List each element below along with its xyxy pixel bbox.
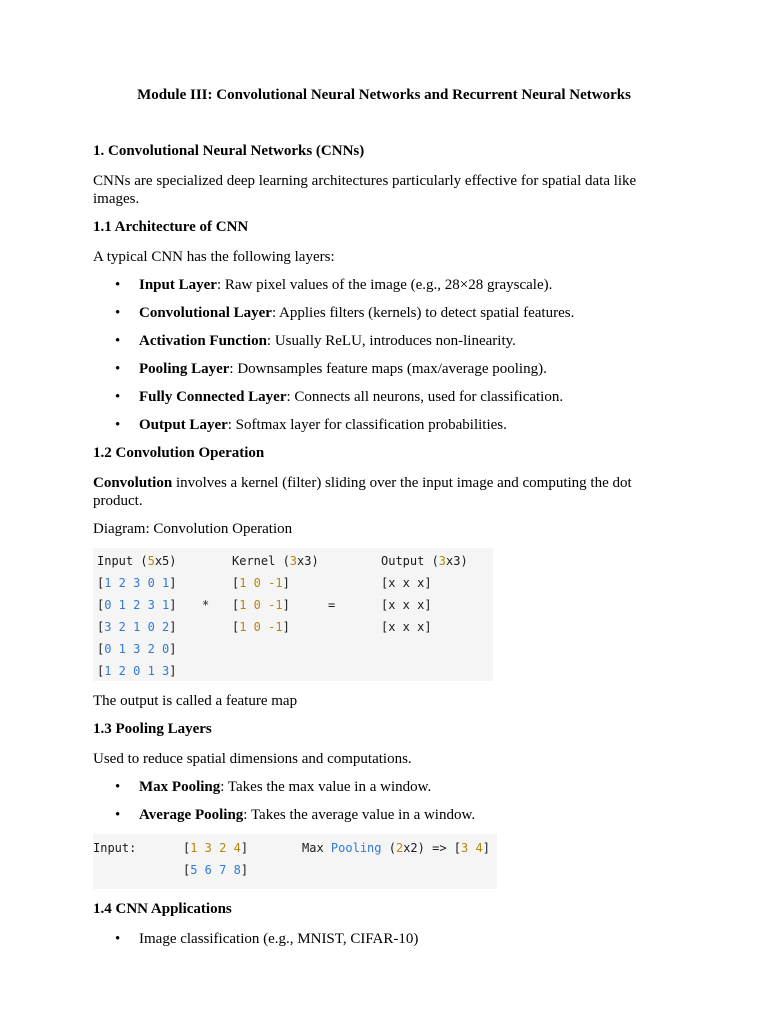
section-heading-convolution: 1.2 Convolution Operation (93, 445, 265, 461)
code-text: x2) => [ (403, 841, 461, 855)
list-item-term: Fully Connected Layer (139, 389, 287, 405)
list-item-desc: : Connects all neurons, used for classification. (286, 389, 564, 405)
list-item-term: Activation Function (139, 333, 267, 349)
input-row: [3 2 1 0 2] (97, 620, 177, 634)
pooling-input-row: [5 6 7 8] (183, 863, 249, 877)
output-row: [x x x] (381, 620, 432, 634)
kernel-row: [1 0 -1] (232, 620, 290, 634)
list-item (93, 360, 673, 379)
list-item-desc: : Takes the average value in a window. (243, 807, 476, 823)
input-values: 0 1 2 3 1 (104, 598, 170, 612)
code-number: 3 (289, 554, 298, 568)
list-item-term: Output Layer (139, 417, 228, 433)
convolution-text (93, 474, 673, 510)
pooling-input-row: [1 3 2 4] (183, 841, 249, 855)
pooling-list (93, 778, 673, 825)
applications-list (93, 930, 673, 949)
code-number: 3 (438, 554, 447, 568)
input-values: 3 2 1 0 2 (104, 620, 170, 634)
code-text: x3) (297, 554, 319, 568)
section-heading-applications: 1.4 CNN Applications (93, 901, 232, 917)
code-text: Max (302, 841, 324, 855)
list-item-desc: : Raw pixel values of the image (e.g., 28×28 grayscale). (216, 277, 553, 293)
pooling-result (302, 841, 490, 855)
convolution-code-block (93, 548, 493, 681)
section-heading-architecture: 1.1 Architecture of CNN (93, 219, 249, 235)
page-title: Module III: Convolutional Neural Networks and Recurrent Neural Networks (137, 87, 631, 103)
code-number: 5 (147, 554, 155, 568)
output-header (381, 554, 468, 568)
convolution-term: Convolution (93, 475, 173, 491)
input-values: 1 2 0 1 3 (104, 664, 170, 678)
code-text: Kernel ( (232, 554, 290, 568)
list-item-term: Average Pooling (139, 807, 244, 823)
kernel-values: 1 0 -1 (239, 598, 283, 612)
code-text: x5) (154, 554, 177, 568)
input-values: 1 2 3 0 1 (104, 576, 170, 590)
list-item-desc: : Applies filters (kernels) to detect spatial features. (271, 305, 575, 321)
input-row: [0 1 2 3 1] (97, 598, 177, 612)
output-row: [x x x] (381, 576, 432, 590)
pooling-values: 1 3 2 4 (190, 841, 241, 855)
pooling-input-label: Input: (93, 841, 137, 855)
list-item-desc: : Downsamples feature maps (max/average pooling). (229, 361, 547, 377)
list-item (93, 332, 673, 351)
pooling-code-block (93, 834, 497, 889)
diagram-caption: Diagram: Convolution Operation (93, 521, 293, 537)
list-item (93, 416, 673, 435)
code-number: 2 (395, 841, 404, 855)
list-item-term: Convolutional Layer (139, 305, 272, 321)
section-heading-cnn: 1. Convolutional Neural Networks (CNNs) (93, 143, 365, 159)
list-item (93, 388, 673, 407)
list-item-term: Input Layer (139, 277, 217, 293)
architecture-intro: A typical CNN has the following layers: (93, 249, 335, 265)
list-item-desc: : Usually ReLU, introduces non-linearity. (266, 333, 516, 349)
list-item-term: Max Pooling (139, 779, 221, 795)
input-row: [1 2 3 0 1] (97, 576, 177, 590)
list-item: • Image classification (e.g., MNIST, CIFAR-10) (93, 930, 673, 949)
kernel-header (232, 554, 319, 568)
kernel-row: [1 0 -1] (232, 598, 290, 612)
pooling-values: 5 6 7 8 (190, 863, 241, 877)
convolution-operator: * (202, 598, 210, 612)
list-item-desc: : Softmax layer for classification probabilities. (227, 417, 507, 433)
list-item (93, 304, 673, 323)
code-keyword: Pooling (330, 841, 382, 855)
pooling-intro: Used to reduce spatial dimensions and computations. (93, 751, 412, 767)
pooling-output-values: 3 4 (461, 841, 483, 855)
output-row: [x x x] (381, 598, 432, 612)
list-item (93, 806, 673, 825)
kernel-values: 1 0 -1 (239, 620, 283, 634)
input-values: 0 1 3 2 0 (104, 642, 170, 656)
code-text: ( (388, 841, 396, 855)
equals-operator: = (328, 598, 336, 612)
architecture-list (93, 276, 673, 435)
feature-map-note: The output is called a feature map (93, 693, 298, 709)
code-text: Input ( (97, 554, 148, 568)
document-body (93, 142, 673, 958)
input-header (97, 554, 177, 568)
list-item (93, 778, 673, 797)
code-text: ] (482, 841, 490, 855)
list-item-term: Pooling Layer (139, 361, 230, 377)
kernel-values: 1 0 -1 (239, 576, 283, 590)
code-text: Output ( (381, 554, 439, 568)
list-item-desc: : Takes the max value in a window. (220, 779, 432, 795)
code-text: x3) (446, 554, 468, 568)
list-item (93, 276, 673, 295)
input-row: [0 1 3 2 0] (97, 642, 177, 656)
input-row: [1 2 0 1 3] (97, 664, 177, 678)
section-intro-cnn: CNNs are specialized deep learning architectures particularly effective for spatial data like images. (93, 173, 637, 207)
kernel-row: [1 0 -1] (232, 576, 290, 590)
convolution-desc: involves a kernel (filter) sliding over the input image and computing the dot product. (93, 475, 632, 509)
section-heading-pooling: 1.3 Pooling Layers (93, 721, 212, 737)
